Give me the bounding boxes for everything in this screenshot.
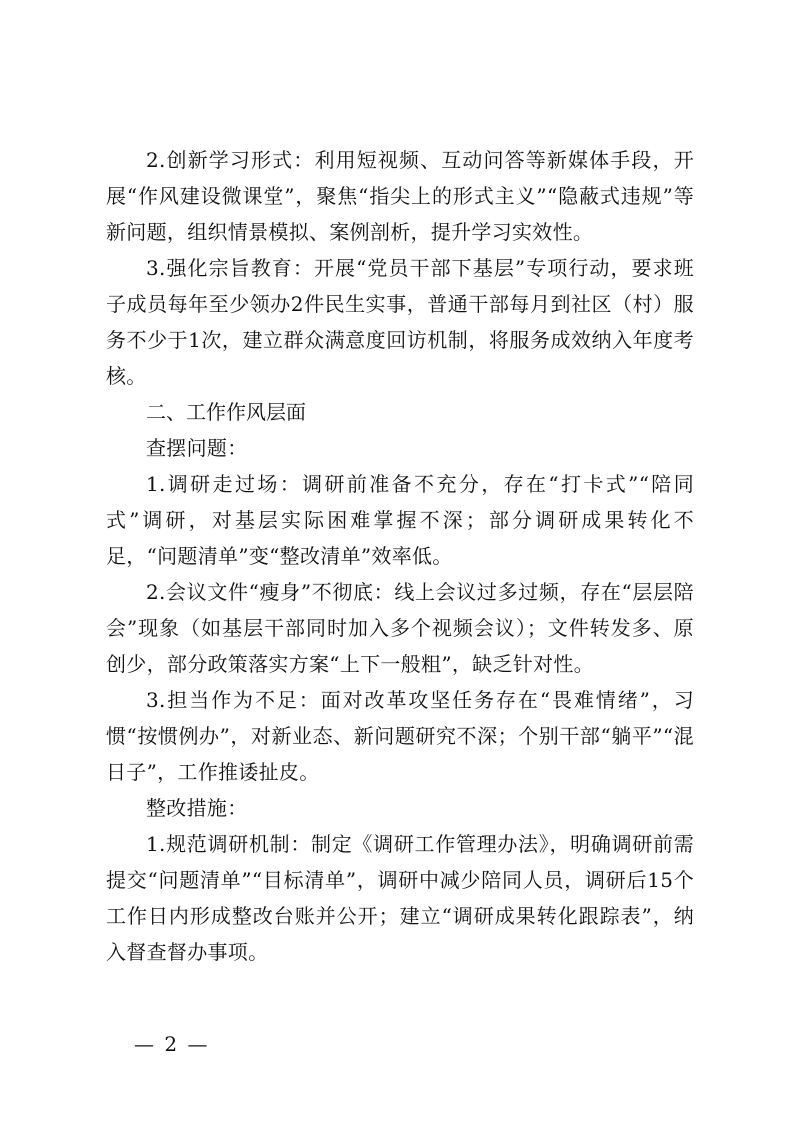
problem-item-2: 2.会议文件“瘦身”不彻底：线上会议过多过频，存在“层层陪会”现象（如基层干部同时加入多个视频会议）；文件转发多、原创少，部分政策落实方案“上下一般粗”，缺乏针对性。 [106,580,694,676]
document-body [106,142,694,970]
page-number: — 2 — [134,1032,210,1056]
section-heading: 二、工作作风层面 [146,400,306,424]
measures-label: 整改措施： [146,796,248,820]
problems-label: 查摆问题： [146,436,248,460]
measure-item-1: 1.规范调研机制：制定《调研工作管理办法》，明确调研前需提交“问题清单”“目标清单”，调研中减少陪同人员，调研后15个工作日内形成整改台账并公开；建立“调研成果转化跟踪表”，纳入督查督办事项。 [106,832,694,964]
problem-item-3: 3.担当作为不足：面对改革攻坚任务存在“畏难情绪”，习惯“按惯例办”，对新业态、新问题研究不深；个别干部“躺平”“混日子”，工作推诿扯皮。 [106,688,694,784]
paragraph-innovate-learning: 2.创新学习形式：利用短视频、互动问答等新媒体手段，开展“作风建设微课堂”，聚焦“指尖上的形式主义”“隐蔽式违规”等新问题，组织情景模拟、案例剖析，提升学习实效性。 [106,148,694,244]
problem-item-1: 1.调研走过场：调研前准备不充分，存在“打卡式”“陪同式”调研，对基层实际困难掌握不深；部分调研成果转化不足，“问题清单”变“整改清单”效率低。 [106,472,694,568]
paragraph-purpose-education: 3.强化宗旨教育：开展“党员干部下基层”专项行动，要求班子成员每年至少领办2件民生实事，普通干部每月到社区（村）服务不少于1次，建立群众满意度回访机制，将服务成效纳入年度考核。 [106,256,694,388]
